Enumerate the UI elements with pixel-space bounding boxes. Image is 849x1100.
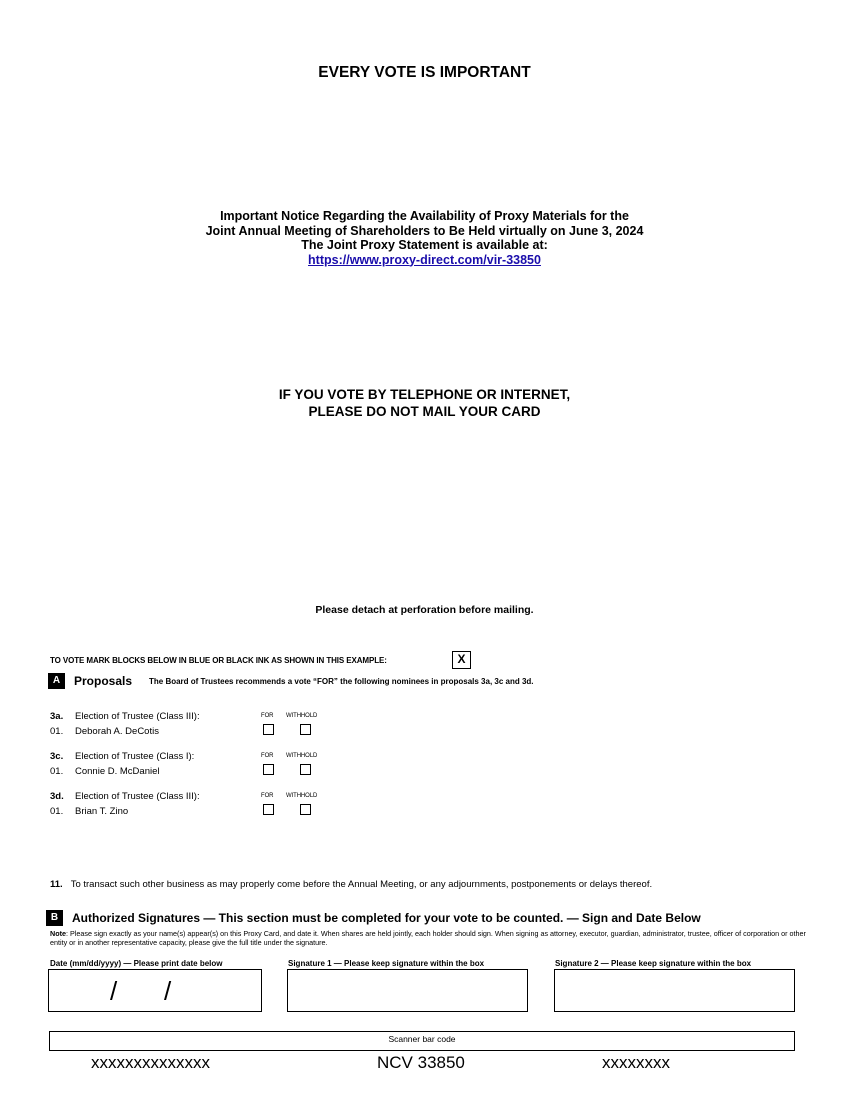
proposal-number: 3c. [50,751,64,762]
signature-1-label: Signature 1 — Please keep signature within the box [288,959,485,968]
for-label: FOR [261,713,274,719]
proxy-statement-link[interactable]: https://www.proxy-direct.com/vir-33850 [308,252,541,267]
withhold-label: WITHHOLD [286,793,318,799]
nominee-number: 01. [50,726,64,737]
withhold-label: WITHHOLD [286,713,318,719]
signing-note [50,930,810,947]
date-separator: / [110,976,118,1006]
withhold-label: WITHHOLD [286,753,318,759]
proposal-3a-for-checkbox[interactable] [263,724,274,735]
phone-internet-note [0,386,849,420]
example-instruction: TO VOTE MARK BLOCKS BELOW IN BLUE OR BLACK INK AS SHOWN IN THIS EXAMPLE: [50,656,387,665]
board-recommendation: The Board of Trustees recommends a vote “FOR” the following nominees in proposals 3a, 3c and 3d. [149,677,534,686]
footer-code-middle: NCV 33850 [377,1053,465,1072]
nominee-name: Brian T. Zino [75,806,129,817]
nominee-name: Deborah A. DeCotis [75,726,159,737]
date-label: Date (mm/dd/yyyy) — Please print date below [50,959,223,968]
signature-2-label: Signature 2 — Please keep signature within the box [555,959,752,968]
detach-note: Please detach at perforation before mailing. [315,604,534,616]
example-mark-box: X [452,651,471,669]
signature-2-field[interactable] [554,969,795,1012]
footer-code-right: xxxxxxxx [602,1053,670,1072]
proxy-notice [0,209,849,267]
proposal-3a-withhold-checkbox[interactable] [300,724,311,735]
proposal-3c-withhold-checkbox[interactable] [300,764,311,775]
for-label: FOR [261,753,274,759]
section-b-title: Authorized Signatures — This section must be completed for your vote to be counted. — Sign and Date Below [72,911,701,925]
proposal-title: Election of Trustee (Class I): [75,751,195,762]
notice-line-1: Important Notice Regarding the Availability of Proxy Materials for the [220,209,629,223]
proposal-3c-for-checkbox[interactable] [263,764,274,775]
footer-code-left: xxxxxxxxxxxxxx [91,1053,210,1072]
section-b-badge: B [46,910,63,926]
phone-note-line-2: PLEASE DO NOT MAIL YOUR CARD [308,404,541,419]
signature-1-field[interactable] [287,969,528,1012]
notice-line-2: Joint Annual Meeting of Shareholders to Be Held virtually on June 3, 2024 [205,223,644,238]
section-a-title: Proposals [74,674,133,688]
nominee-number: 01. [50,806,64,817]
note-label: Note [50,929,66,938]
proposal-number: 3a. [50,711,64,722]
for-label: FOR [261,793,274,799]
other-business-number: 11. [50,879,63,890]
proposal-title: Election of Trustee (Class III): [75,711,200,722]
proposal-title: Election of Trustee (Class III): [75,791,200,802]
notice-line-3: The Joint Proxy Statement is available at: [301,238,548,252]
other-business-proposal [50,879,652,890]
date-field[interactable] [48,969,262,1012]
note-text: : Please sign exactly as your name(s) appear(s) on this Proxy Card, and date it. When shares are held jointly, each holder should sign. When signing as attorney, executor, guardian, administrator, trustee, officer of corporation or other entity or in another representative capacity, please give the full title under the signature. [50,929,806,947]
nominee-number: 01. [50,766,64,777]
section-a-badge: A [48,673,65,689]
date-separator: / [164,976,172,1006]
proposal-number: 3d. [50,791,64,802]
nominee-name: Connie D. McDaniel [75,766,160,777]
proposal-3d-for-checkbox[interactable] [263,804,274,815]
phone-note-line-1: IF YOU VOTE BY TELEPHONE OR INTERNET, [278,387,571,402]
page-title: EVERY VOTE IS IMPORTANT [318,64,531,81]
proposal-3d-withhold-checkbox[interactable] [300,804,311,815]
scanner-barcode-box: Scanner bar code [49,1031,795,1051]
other-business-text: To transact such other business as may properly come before the Annual Meeting, or any adjournments, postponements or delays thereof. [70,879,653,890]
